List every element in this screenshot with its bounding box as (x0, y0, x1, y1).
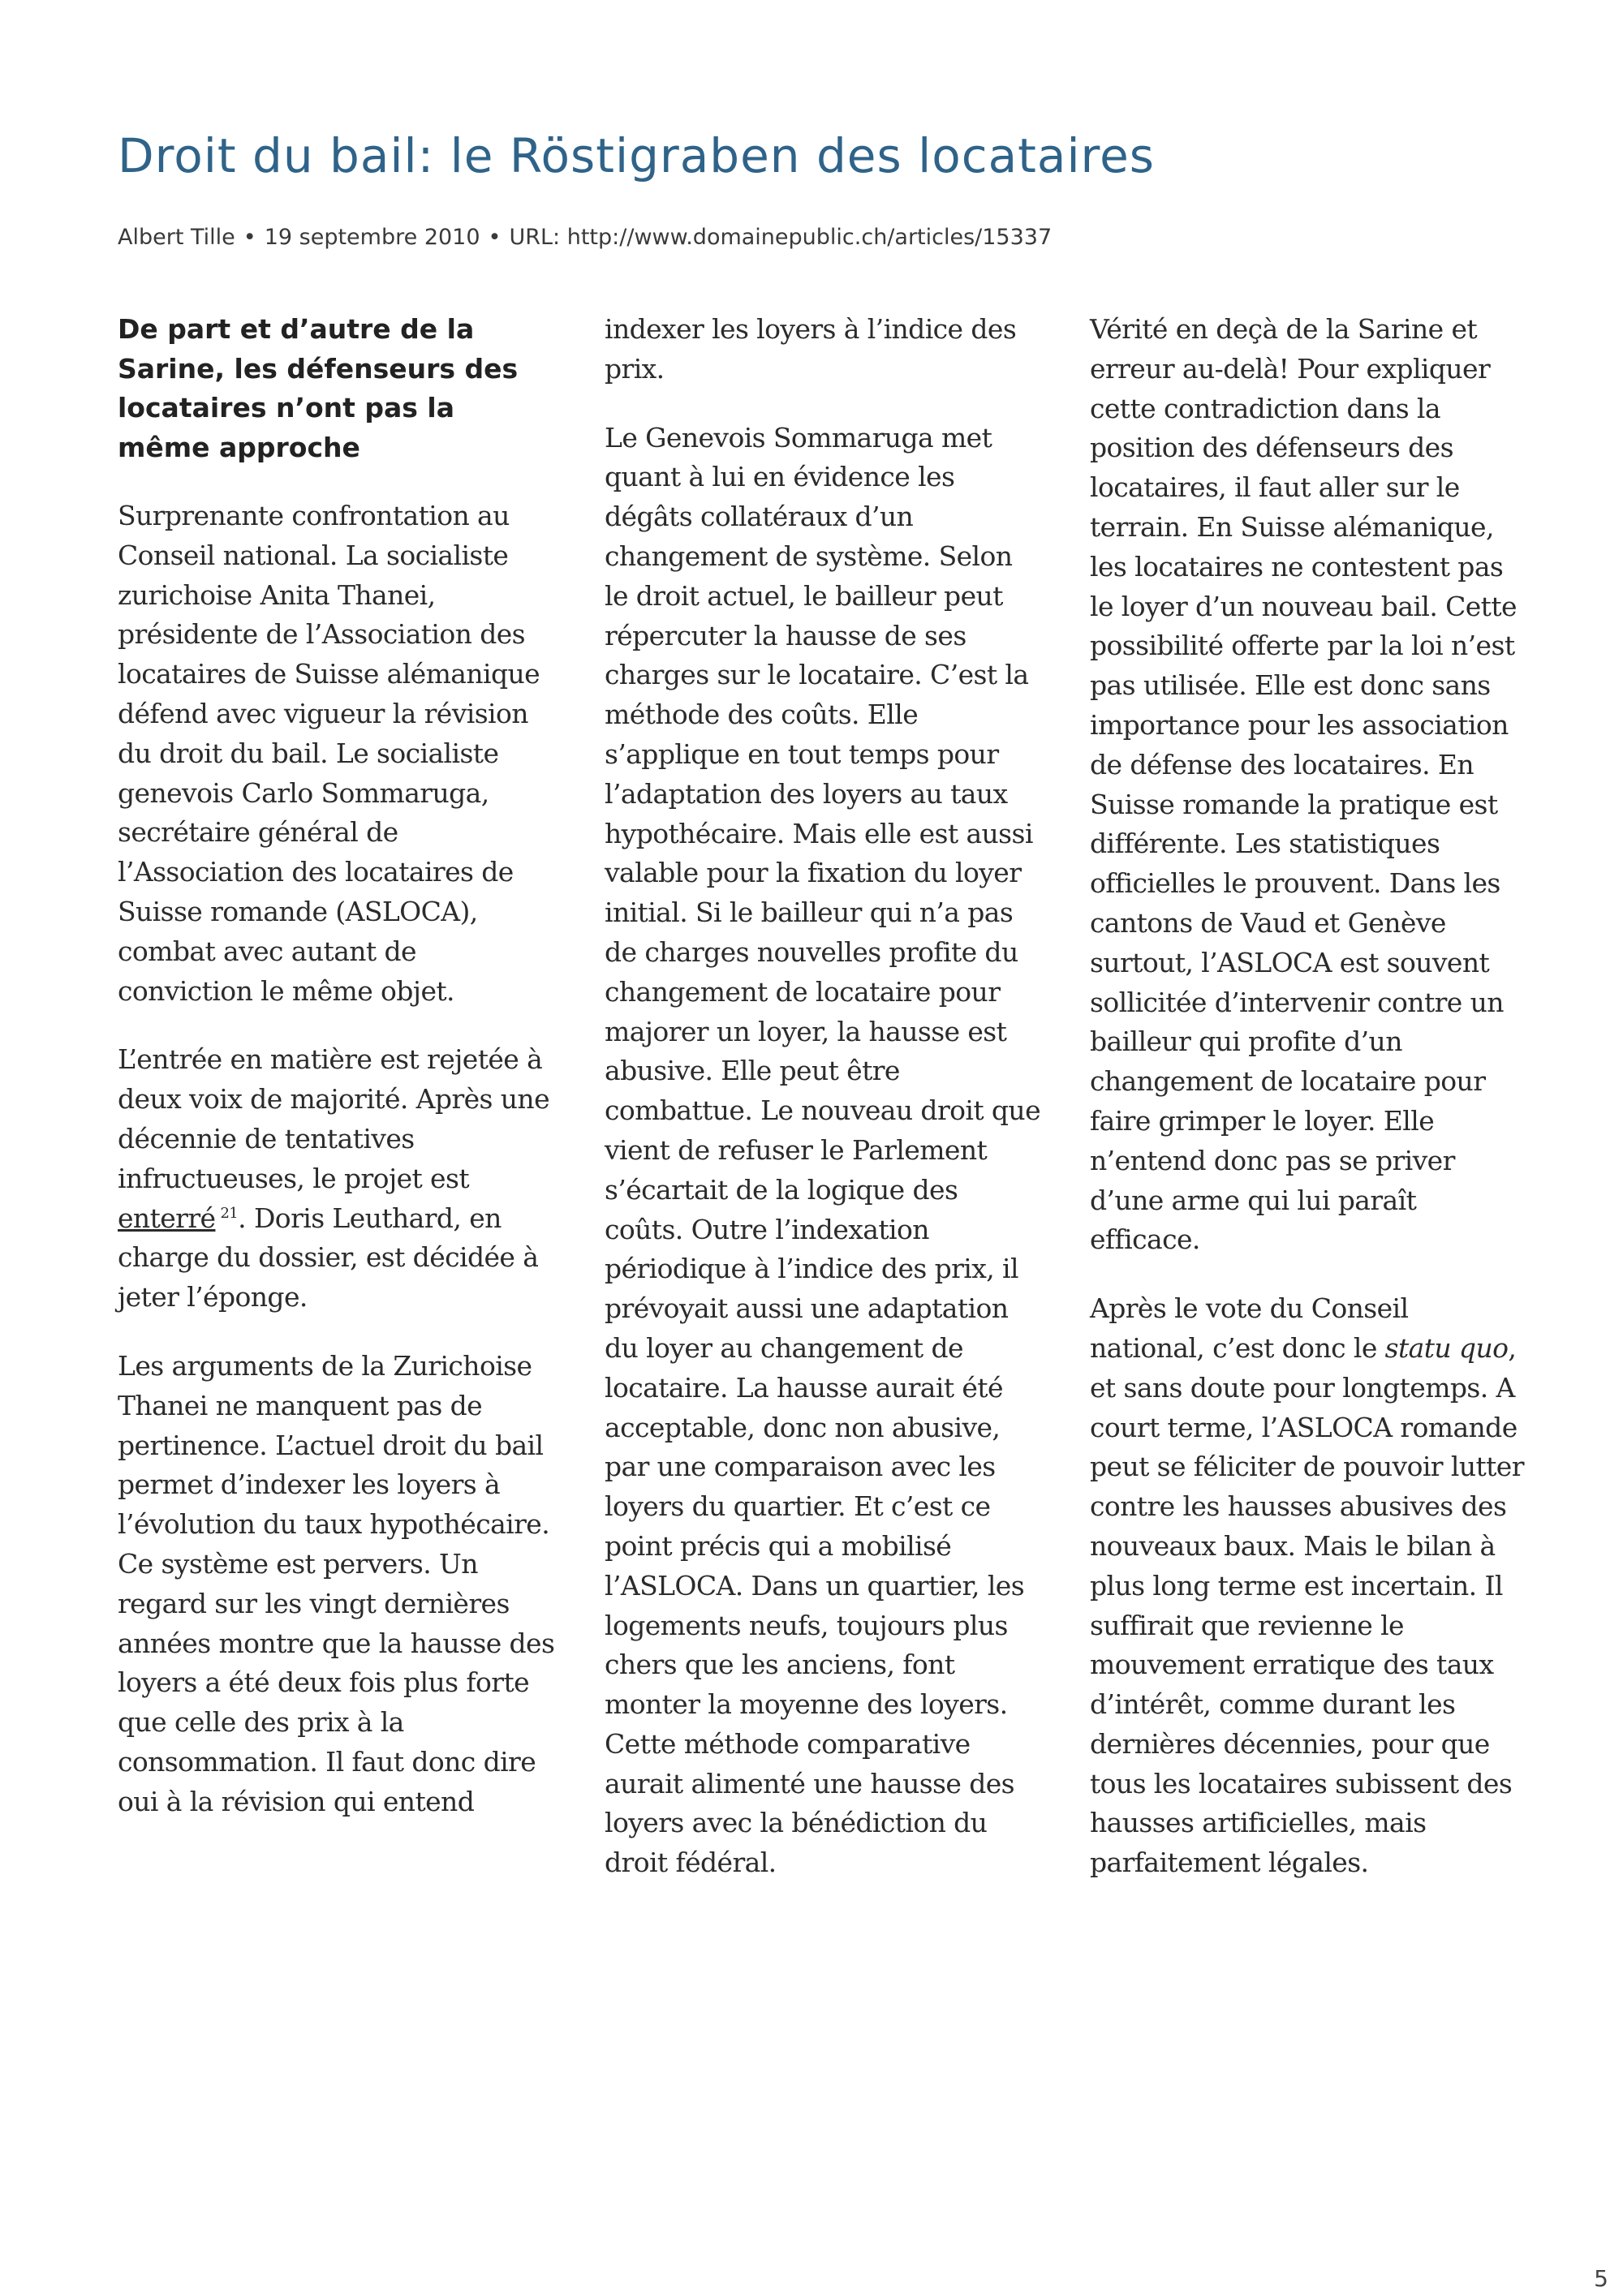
publication-date: 19 septembre 2010 (264, 225, 480, 250)
statu-quo-italic: statu quo (1384, 1331, 1509, 1364)
article-title: Droit du bail: le Röstigraben des locataires (118, 128, 1156, 183)
paragraph-3-continued: indexer les loyers à l’indice des prix. (605, 313, 1017, 385)
paragraph-4: Le Genevois Sommaruga met quant à lui en évidence les dégâts collatéraux d’un changement de système. Selon le droit actuel, le bailleur peut répercuter la hausse de ses charges sur le locataire. C’est la méthode des coûts. Elle s’applique en tout temps pour l’adaptation des loyers au taux hypothécaire. Mais elle est aussi valable pour la fixation du loyer initial. Si le bailleur qui n’a pas de charges nouvelles profite du changement de locataire pour majorer un loyer, la hausse est abusive. Elle peut être combattue. Le nouveau droit que vient de refuser le Parlement s’écartait de la logique des coûts. Outre l’indexation périodique à l’indice des prix, il prévoyait aussi une adaptation du loyer au changement de locataire. La hausse aurait été acceptable, donc non abusive, par une comparaison avec les loyers du quartier. Et c’est ce point précis qui a mobilisé l’ASLOCA. Dans un quartier, les logements neufs, toujours plus chers que les anciens, font monter la moyenne des loyers. Cette méthode comparative aurait alimenté une hausse des loyers avec la bénédiction du droit fédéral. (605, 421, 1041, 1879)
byline (118, 225, 1052, 250)
separator: • (243, 225, 256, 250)
paragraph-2-text-b: . Doris Leuthard, en charge du dossier, est décidée à jeter l’éponge. (118, 1202, 539, 1314)
paragraph-1: Surprenante confrontation au Conseil national. La socialiste zurichoise Anita Thanei, présidente de l’Association des locataires de Suisse alémanique défend avec vigueur la révision du droit du bail. Le socialiste genevois Carlo Sommaruga, secrétaire général de l’Association des locataires de Suisse romande (ASLOCA), combat avec autant de conviction le même objet. (118, 500, 540, 1007)
paragraph-6 (1090, 1289, 1528, 1883)
paragraph-2-text-a: L’entrée en matière est rejetée à deux voix de majorité. Après une décennie de tentatives infructueuses, le projet est (118, 1043, 550, 1194)
separator: • (488, 225, 502, 250)
author: Albert Tille (118, 225, 235, 250)
column-3 (1090, 310, 1528, 1912)
paragraph-6-text-b: , et sans doute pour longtemps. A court terme, l’ASLOCA romande peut se féliciter de pouvoir lutter contre les hausses abusives des nouveaux baux. Mais le bilan à plus long terme est incertain. Il suffirait que revienne le mouvement erratique des taux d’intérêt, comme durant les dernières décennies, pour que tous les locataires subissent des hausses artificielles, mais parfaitement légales. (1090, 1331, 1524, 1879)
article-url[interactable]: http://www.domainepublic.ch/articles/15337 (566, 225, 1053, 250)
url-label: URL: (509, 225, 561, 250)
paragraph-6-text-a: Après le vote du Conseil national, c’est donc le (1090, 1292, 1409, 1364)
page-number: 5 (1594, 2265, 1608, 2292)
footnote-ref[interactable]: 21 (220, 1204, 239, 1222)
enterre-link[interactable]: enterré (118, 1202, 216, 1234)
paragraph-2 (118, 1040, 556, 1318)
column-1 (118, 310, 556, 1851)
article-lead: De part et d’autre de la Sarine, les défenseurs des locataires n’ont pas la même approche (118, 313, 519, 463)
paragraph-5: Vérité en deçà de la Sarine et erreur au-delà! Pour expliquer cette contradiction dans la position des défenseurs des locataires, il faut aller sur le terrain. En Suisse alémanique, les locataires ne contestent pas le loyer d’un nouveau bail. Cette possibilité offerte par la loi n’est pas utilisée. Elle est donc sans importance pour les association de défense des locataires. En Suisse romande la pratique est différente. Les statistiques officielles le prouvent. Dans les cantons de Vaud et Genève surtout, l’ASLOCA est souvent sollicitée d’intervenir contre un bailleur qui profite d’un changement de locataire pour faire grimper le loyer. Elle n’entend donc pas se priver d’une arme qui lui paraît efficace. (1090, 313, 1517, 1256)
paragraph-3: Les arguments de la Zurichoise Thanei ne manquent pas de pertinence. L’actuel droit du bail permet d’indexer les loyers à l’évolution du taux hypothécaire. Ce système est pervers. Un regard sur les vingt dernières années montre que la hausse des loyers a été deux fois plus forte que celle des prix à la consommation. Il faut donc dire oui à la révision qui entend (118, 1349, 555, 1817)
column-2 (605, 310, 1043, 1912)
